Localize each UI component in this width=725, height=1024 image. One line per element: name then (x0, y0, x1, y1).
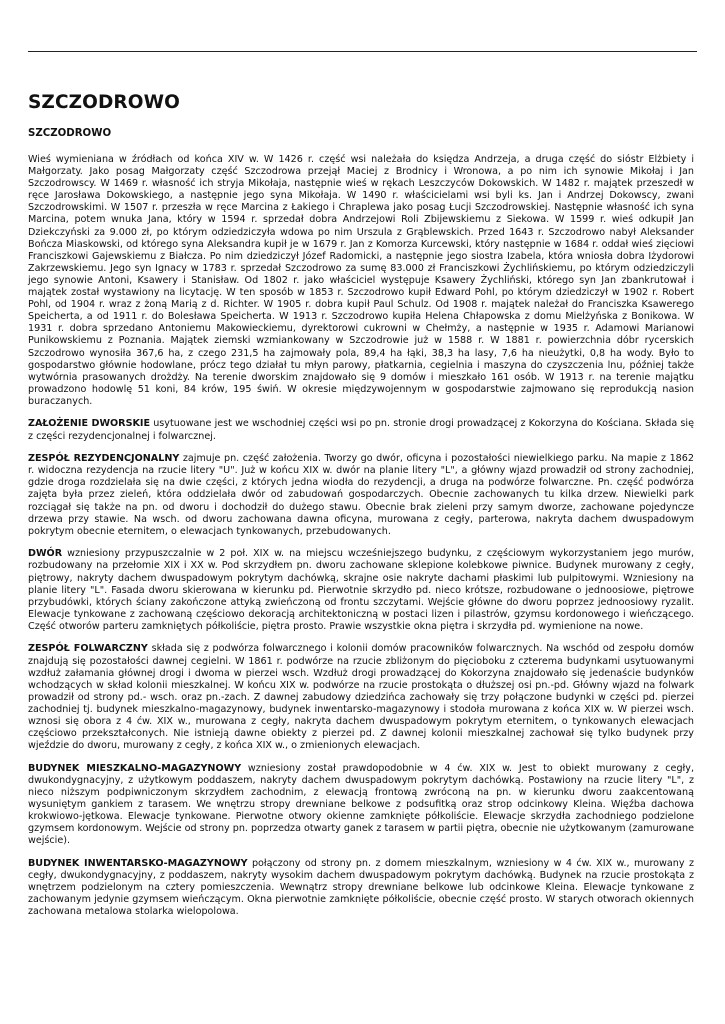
paragraph-residential-storage-building (28, 763, 694, 848)
paragraph-lead: ZESPÓŁ FOLWARCZNY (28, 643, 148, 655)
paragraph-text: składa się z podwórza folwarcznego i kolonii domów pracowników folwarcznych. Na wschód od zespołu domów znajdują się pozostałości dawnej cegielni. W 1861 r. podwórze na rzucie zbliżonym do pięcioboku z czterema budynkami usytuowanymi wzdłuż załamania głównej drogi i dwoma w pierzei wsch. Wzdłuż drogi prowadzącej do Kokorzyna znajdowało się jedenaście budynków wchodzących w skład kolonii mieszkalnej. W końcu XIX w. podwórze na rzucie prostokąta o dłuższej osi pn.-pd. Główny wjazd na folwark prowadził od strony pd.- wsch. oraz pn.-zach. Z dawnej zabudowy dziedzińca zachowały się trzy połączone budynki w części pd. pierzei zachodniej tj. budynek mieszkalno-magazynowy, budynek inwentarsko-magazynowy i stodoła murowana z końca XIX w. W pierzei wsch. wznosi się obora z 4 ćw. XIX w., murowana z cegły, nakryta dachem dwuspadowym pokrytym eternitem, o tynkowanych elewacjach częściowo przekształconych. Nie istnieją dawne obiekty z pierzei pd. Z dawnej kolonii mieszkalnej zachował się tylko budynek przy wjeździe do dworu, murowany z cegły, z końca XIX w., o zmienionych elewacjach. (28, 643, 695, 752)
paragraph-text: wzniesiony przypuszczalnie w 2 poł. XIX w. na miejscu wcześniejszego budynku, z częściowym wykorzystaniem jego murów, rozbudowany na przełomie XIX i XX w. Pod skrzydłem pn. dworu zachowane sklepione kolebkowe piwnice. Budynek murowany z cegły, piętrowy, nakryty dachem dwuspadowym pokrytym dachówką, skrajne osie nakryte dachami płaskimi lub pulpitowymi. Wzniesiony na planie litery "L". Fasada dworu skierowana w kierunku pd. Pierwotnie skrzydło pd. nieco krótsze, rozbudowane o jednoosiowe, piętrowe przybudówki, których ściany zakończone attyką zwieńczoną od frontu szczytami. Wejście główne do dworu poprzez jednoosiowy ryzalit. Elewacje tynkowane z zachowaną częściowo dekoracją architektoniczną w postaci lizen i pilastrów, gzymsu kordonowego i wieńczącego. Część otworów parteru zamkniętych półkoliście, piętra prosto. Prawie wszystkie okna piętra i skrzydła pd. wymienione na nowe. (28, 548, 694, 632)
paragraph-livestock-storage-building (28, 858, 694, 918)
paragraph-manor-house (28, 548, 694, 633)
document-title: SZCZODROWO (28, 92, 180, 113)
paragraph-text: zajmuje pn. część założenia. Tworzy go dwór, oficyna i pozostałości niewielkiego parku. Na mapie z 1862 r. widoczna rezydencja na rzucie litery "U". Już w końcu XIX w. dwór na planie litery "L", a główny wjazd prowadził od strony zachodniej, gdzie droga rozdzielała się na dwie części, z których jedna wiodła do rezydencji, a druga na podwórze folwarczne. Pn. część podwórza zajęta była przez zieleń, która oddzielała dwór od zabudowań gospodarczych. Obecnie zachowanych tu kilka drzew. Niewielki park rozciągał się także na pn. od dworu i dochodził do dużego stawu. Obecnie brak zieleni przy samym dworze, zachowane pojedyncze drzewa przy stawie. Na wsch. od dworu zachowana dawna oficyna, murowana z cegły, parterowa, nakryta dachem dwuspadowym pokrytym obecnie eternitem, o elewacjach tynkowanych, przebudowanych. (28, 453, 694, 537)
paragraph-residential-complex (28, 453, 694, 538)
paragraph-farm-complex (28, 643, 694, 752)
document-subtitle: SZCZODROWO (28, 128, 112, 139)
paragraph-manor-complex (28, 418, 694, 442)
paragraph-lead: ZESPÓŁ REZYDENCJONALNY (28, 453, 180, 465)
paragraph-history (28, 154, 694, 408)
paragraph-lead: BUDYNEK INWENTARSKO-MAGAZYNOWY (28, 857, 248, 869)
document-body (28, 92, 694, 918)
paragraph-text: usytuowane jest we wschodniej części wsi po pn. stronie drogi prowadzącej z Kokorzyna do Kościana. Składa się z części rezydencjonalnej i folwarcznej. (28, 418, 694, 442)
paragraph-text: Wieś wymieniana w źródłach od końca XIV w. W 1426 r. część wsi należała do księdza Andrzeja, a druga część do sióstr Elżbiety i Małgorzaty. Jako posag Małgorzaty część Szczodrowa przejął Maciej z Brodnicy i Wronowa, a po nim ich synowie Mikołaj i Jan Szczodrowscy. W 1469 r. własność ich stryja Mikołaja, następnie wieś w rękach Leszczyców Dokowskich. W 1482 r. majątek przeszedł w ręce Jarosława Dokowskiego, a następnie jego syna Mikołaja. W 1490 r. właścicielami wsi byli ks. Jan i Andrzej Dokowscy, zwani Szczodrowskimi. W 1507 r. przeszła w ręce Marcina z Łakiego i Chraplewa jako posag Łucji Szczodrowskiej. Następnie własność ich syna Marcina, potem wnuka Jana, który w 1594 r. sprzedał dobra Andrzejowi Roli Zbijewskiemu z Siekowa. W 1599 r. wieś odkupił Jan Dziekczyński za 9.000 zł, po którym odziedziczyła wdowa po nim Urszula z Grąblewskich. Przed 1643 r. Szczodrowo nabył Aleksander Bończa Miaskowski, od którego syna Aleksandra kupił je w 1679 r. Jan z Komorza Kurcewski, który następnie w 1684 r. oddał wieś zięciowi Franciszkowi Gajewskiemu z Białcza. Po nim dziedziczył Józef Radomicki, a następnie jego siostra Izabela, która wniosła dobra Iżydorowi Zakrzewskiemu. Jego syn Ignacy w 1783 r. sprzedał Szczodrowo za sumę 83.000 zł Franciszkowi Żychlińskiemu, po którym odziedziczyli jego synowie Antoni, Ksawery i Stanisław. Od 1802 r. jako właściciel występuje Ksawery Żychliński, którego syn Jan zbankrutował i majątek został wystawiony na licytację. W ten sposób w 1853 r. Szczodrowo kupił Edward Pohl, po którym dziedziczył w 1902 r. Robert Pohl, od 1904 r. wraz z żoną Marią z d. Richter. W 1905 r. dobra kupił Paul Schulz. Od 1908 r. majątek należał do Franciszka Ksawerego Speicherta, a od 1911 r. do Bolesława Speicherta. W 1913 r. Szczodrowo kupiła Helena Chłapowska z domu Mielżyńska z Bonikowa. W 1931 r. dobra sprzedano Antoniemu Makowieckiemu, dyrektorowi cukrowni w Chełmży, a następnie w 1935 r. Adamowi Marianowi Punikowskiemu z Poznania. Majątek ziemski wzmiankowany w Szczodrowie już w 1588 r. W 1881 r. powierzchnia dóbr rycerskich Szczodrowo wynosiła 367,6 ha, z czego 231,5 ha zajmowały pola, 89,4 ha łąki, 38,3 ha lasy, 7,6 ha nieużytki, 0,8 ha wody. Było to gospodarstwo głównie hodowlane, prócz tego działał tu młyn parowy, płatkarnia, cegielnia i maszyna do czyszczenia lnu, później także wytwórnia prasowanych drożdży. Na terenie dworskim znajdowało się 9 domów i mieszkało 161 osób. W 1913 r. na terenie majątku prowadzono hodowlę 51 koni, 84 krów, 195 świń. W okresie międzywojennym w gospodarstwie zajmowano się reprodukcją nasion buraczanych. (28, 154, 694, 407)
paragraph-lead: DWÓR (28, 548, 63, 560)
paragraph-lead: ZAŁOŻENIE DWORSKIE (28, 418, 151, 430)
paragraph-text: połączony od strony pn. z domem mieszkalnym, wzniesiony w 4 ćw. XIX w., murowany z cegły, dwukondygnacyjny, z poddaszem, nakryty wysokim dachem dwuspadowym pokrytym dachówką. Budynek na rzucie prostokąta z wnętrzem podzielonym na cztery pomieszczenia. Wewnątrz stropy drewniane belkowe lub odcinkowe Kleina. Elewacje tynkowane z zachowanym jedynie gzymsem wieńczącym. Okna pierwotnie zamknięte półkoliście, obecnie część prosto. W starych otworach okiennych zachowana metalowa stolarka wielopolowa. (28, 857, 694, 918)
header-rule (28, 51, 697, 52)
paragraph-text: wzniesiony został prawdopodobnie w 4 ćw. XIX w. Jest to obiekt murowany z cegły, dwukondygnacyjny, z użytkowym poddaszem, nakryty dachem dwuspadowym pokrytym dachówką. Postawiony na rzucie litery "L", z nieco niższym podpiwniczonym skrzydłem zachodnim, z elewacją frontową zwróconą na pn. w kierunku dworu zaakcentowaną wysuniętym gankiem z tarasem. We wnętrzu stropy drewniane belkowe z podsufitką oraz strop odcinkowy Kleina. Więźba dachowa krokwiowo-jętkowa. Elewacje tynkowane. Pierwotne otwory okienne zamknięte półkoliście. Elewacje skrzydła zachodniego podzielone gzymsem kordonowym. Wejście od strony pn. poprzedza otwarty ganek z tarasem w partii piętra, obecnie nie użytkowanym (zamurowane wejście). (28, 762, 694, 847)
paragraph-lead: BUDYNEK MIESZKALNO-MAGAZYNOWY (28, 762, 242, 774)
